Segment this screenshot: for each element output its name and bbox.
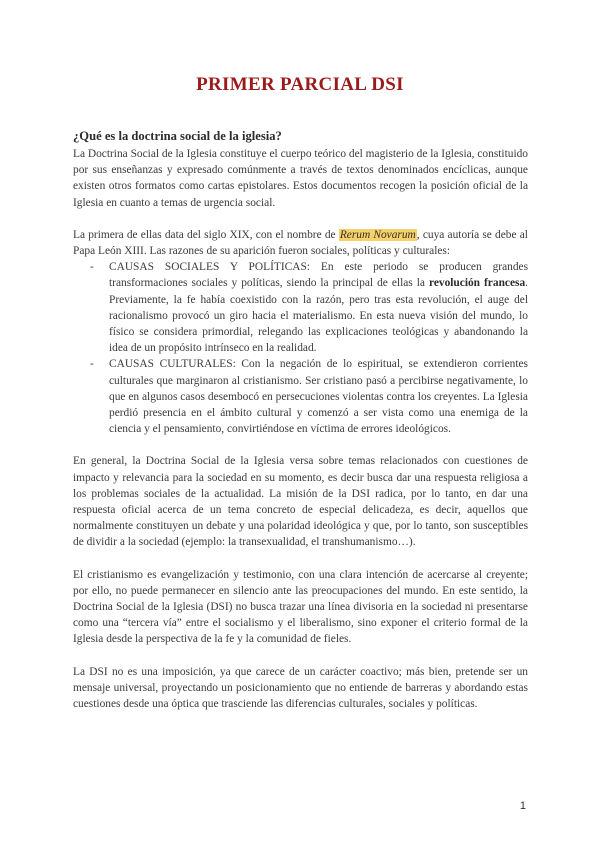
section-heading: ¿Qué es la doctrina social de la iglesia?: [73, 129, 282, 143]
paragraph-dsi-imposicion: La DSI no es una imposición, ya que carece de un carácter coactivo; más bien, pretende ser un mensaje universal, proyectando un posicionamiento que no entiende de barreras y abordando estas cuestiones desde una óptica que trasciende las diferencias culturales, sociales y políticas.: [73, 665, 528, 711]
page-number: 1: [519, 800, 526, 812]
social-causes-text-before: CAUSAS SOCIALES Y POLÍTICAS: En este periodo se producen grandes transformaciones sociales y políticas, siendo la principal de ellas la: [109, 261, 528, 290]
first-text-after: , cuya autoría se debe al Papa León XIII. Las razones de su aparición fueron sociales, políticas y culturales:: [73, 228, 528, 258]
paragraph-general: En general, la Doctrina Social de la Iglesia versa sobre temas relacionados con cuestiones de impacto y relevancia para la sociedad en su momento, es decir busca dar una respuesta religiosa a los problemas sociales de la actualidad. La misión de la DSI radica, por lo tanto, en dar una respuesta oficial acerca de un tema concreto de especial delicadeza, es decir, aquellos que normalmente constituyen un debate y una polaridad ideológica y que, por lo tanto, son susceptibles de dividir a la sociedad (ejemplo: la transexualidad, el transhumanismo…).: [73, 455, 528, 549]
page-title: PRIMER PARCIAL DSI: [196, 74, 404, 95]
list-item-cultural-causes: [73, 356, 528, 437]
paragraph-cristianismo: El cristianismo es evangelización y testimonio, con una clara intención de acercarse al creyente; por ello, no puede permanecer en silencio ante las preocupaciones del mundo. En este sentido, la Doctrina Social de la Iglesia (DSI) no busca trazar una línea divisoria en la sociedad ni presentarse como una “tercera vía” entre el socialismo y el liberalismo, sino exponer el criterio formal de la Iglesia desde la perspectiva de la fe y la comunidad de fieles.: [73, 568, 528, 646]
list-dash: -: [90, 261, 94, 274]
document-body: [73, 128, 528, 712]
cultural-causes-text: CAUSAS CULTURALES: Con la negación de lo espiritual, se extendieron corrientes culturales que marginaron al cristianismo. Ser cristiano pasó a percibirse negativamente, lo que en algunos casos desembocó en persecuciones violentas contra los creyentes. La Iglesia perdió presencia en el ámbito cultural y comenzó a ser vista como una enemiga de la ciencia y el pensamiento, convirtiéndose en víctima de errores ideológicos.: [109, 358, 528, 436]
revolucion-francesa-bold: revolución francesa: [428, 277, 526, 290]
rerum-novarum-highlight: Rerum Novarum: [339, 228, 416, 241]
social-causes-text-after: . Previamente, la fe había coexistido con la razón, pero tras esta revolución, el auge del racionalismo provocó un giro hacia el materialismo. En esta nueva visión del mundo, lo físico se considera primordial, relegando las explicaciones teológicas y abandonando la idea de un propósito intrínseco en la realidad.: [109, 277, 528, 355]
first-text-before: La primera de ellas data del siglo XIX, con el nombre de: [73, 228, 339, 241]
causes-list: [73, 259, 528, 437]
list-dash: -: [90, 358, 94, 371]
list-item-social-causes: [73, 259, 528, 356]
first-encyclical-paragraph: [73, 227, 528, 259]
intro-paragraph: La Doctrina Social de la Iglesia constituye el cuerpo teórico del magisterio de la Iglesia, constituido por sus enseñanzas y expresado comúnmente a través de textos denominados encíclicas, aunque existen otros formatos como cartas epistolares. Estos documentos recogen la posición oficial de la Iglesia en cuanto a temas de urgencia social.: [73, 148, 528, 209]
